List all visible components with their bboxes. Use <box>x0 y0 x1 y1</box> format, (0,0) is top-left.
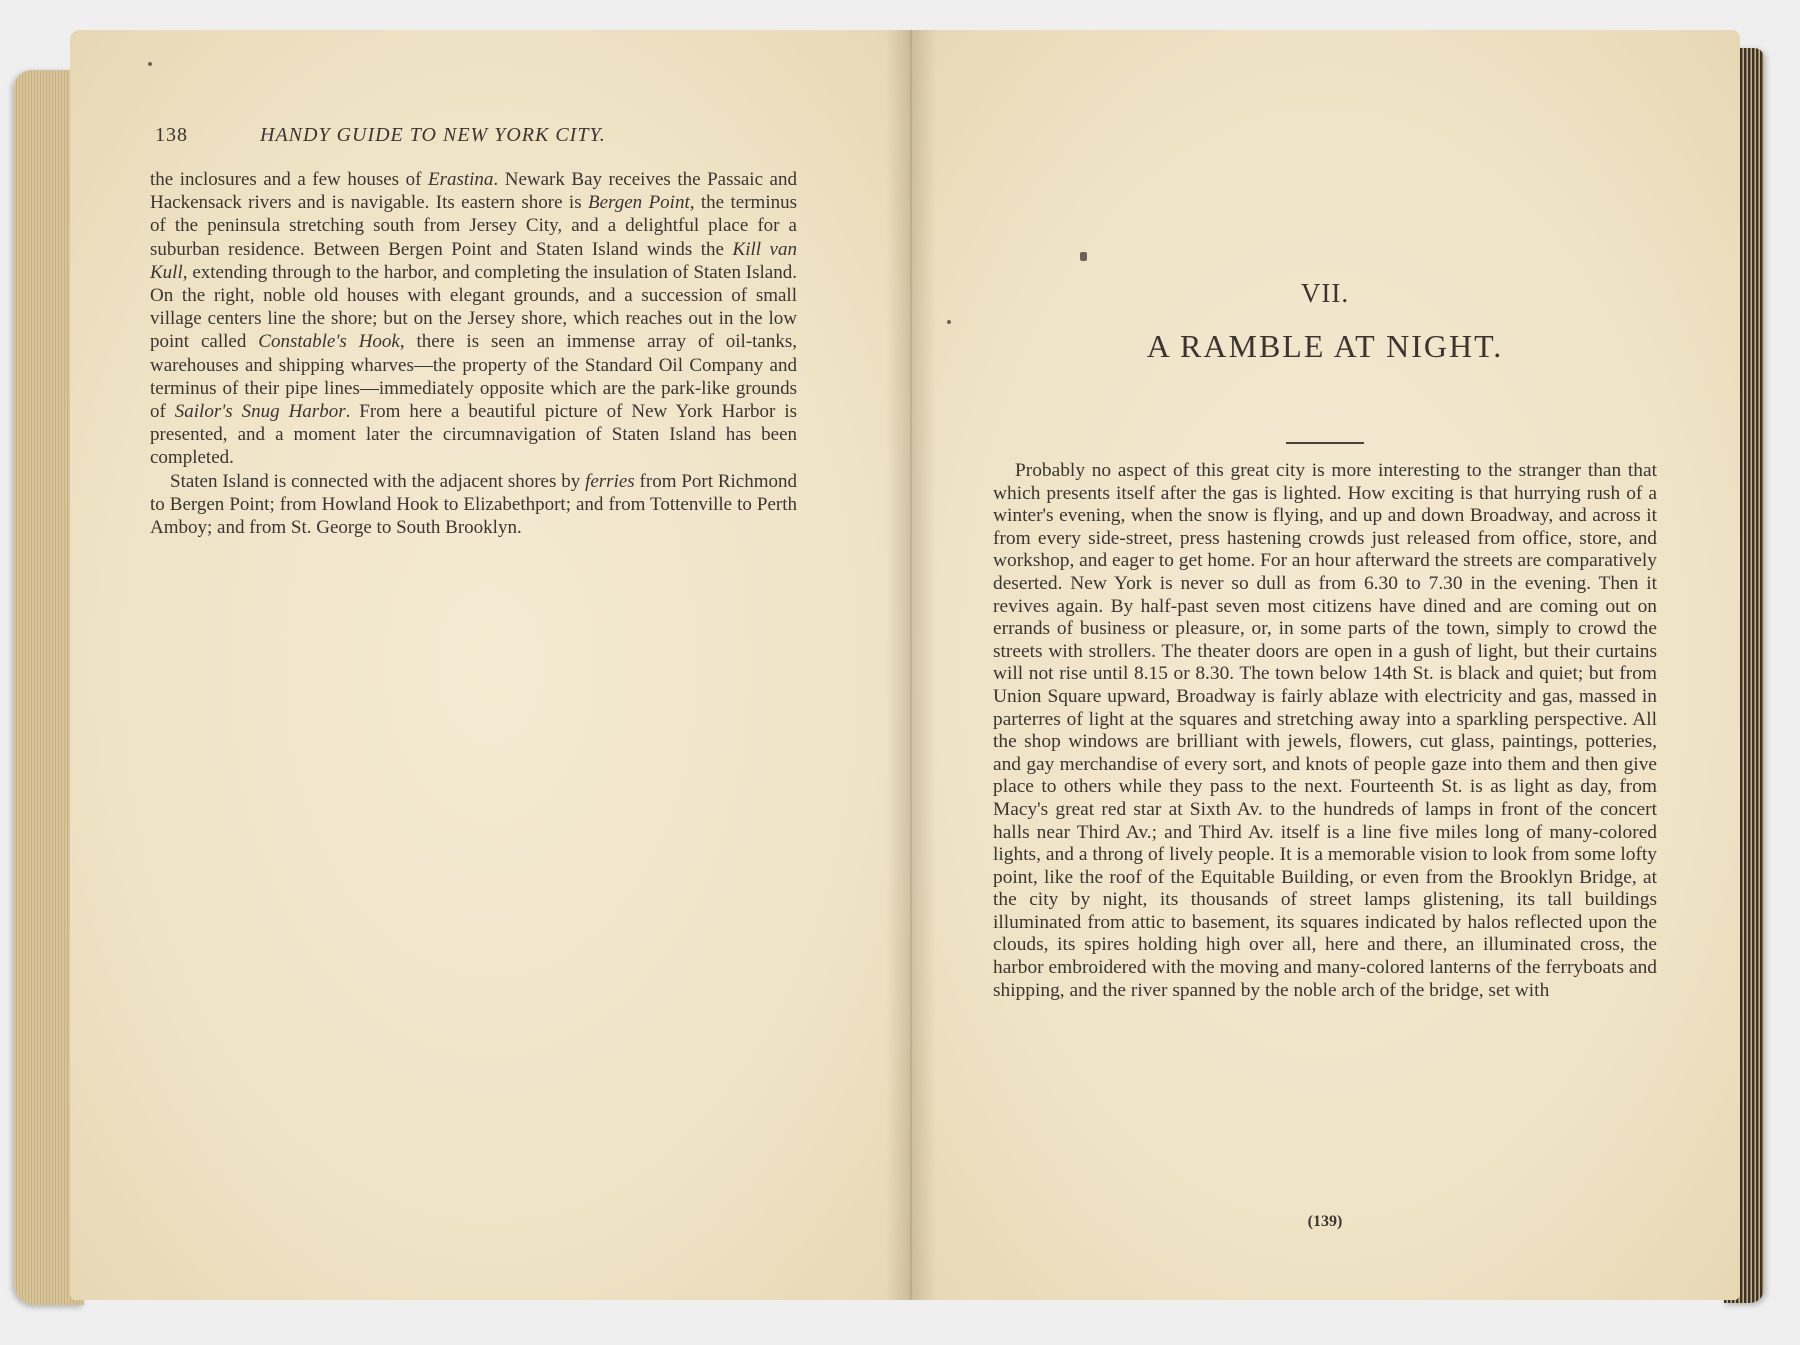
paragraph <box>150 470 797 540</box>
text-run: from Port Richmond to Bergen Point; from Howland Hook to Elizabethport; and from Tottenville to Perth Amboy; and from St. George to South Brooklyn. <box>150 470 797 539</box>
page-speck <box>947 320 951 324</box>
text-run: , the terminus of the peninsula stretching south from Jersey City, and a delightful place for a suburban residence. Between Bergen Point and Staten Island winds the <box>150 192 798 260</box>
page-speck <box>148 62 152 66</box>
book-gutter <box>886 30 936 1300</box>
italic-text: ferries <box>585 470 635 492</box>
left-page-body <box>150 168 797 539</box>
right-page <box>910 30 1740 1300</box>
page-speck <box>1080 252 1087 261</box>
text-run: Staten Island is connected with the adjacent shores by <box>170 470 586 492</box>
paragraph <box>993 460 1657 1002</box>
running-header <box>155 124 795 154</box>
italic-text: Kill van Kull <box>150 238 797 283</box>
right-page-body <box>993 460 1657 1002</box>
text-run: . From here a beautiful picture of New York Harbor is presented, and a moment later the circumnavigation of Staten Island has been completed. <box>150 401 797 469</box>
open-book <box>14 30 1764 1315</box>
paragraph <box>150 168 797 470</box>
italic-text: Sailor's Snug Harbor <box>174 401 346 423</box>
chapter-number: VII. <box>1300 278 1350 308</box>
italic-text: Erastina <box>427 169 494 190</box>
folio-page-number: (139) <box>1307 1213 1343 1230</box>
chapter-title: A RAMBLE AT NIGHT. <box>1146 328 1504 364</box>
text-run: Probably no aspect of this great city is more interesting to the stranger than that which presents itself after the gas is lighted. How exciting is that hurrying rush of a winter's evening, when the snow is flying, and up and down Broadway, and across it from every side-street, press hastening crowds just released from office, store, and workshop, and eager to get home. For an hour afterward the streets are comparatively deserted. New York is never so dull as from 6.30 to 7.30 in the evening. Then it revives again. By half-past seven most citizens have dined and are coming out on errands of business or pleasure, or, in some parts of the town, simply to crowd the streets with strollers. The theater doors are open in a gush of light, but their curtains will not rise until 8.15 or 8.30. The town below 14th St. is black and quiet; but from Union Square upward, Broadway is fairly ablaze with electricity and gas, massed in parterres of light at the squares and stretching away into a sparkling perspective. All the shop windows are brilliant with jewels, flowers, cut glass, paintings, potteries, and gay merchandise of every sort, and knots of people gaze into them and then give place to others while they pass to the next. Fourteenth St. is as light as day, from Macy's great red star at Sixth Av. to the hundreds of lamps in front of the concert halls near Third Av.; and Third Av. itself is a line five miles long of many-colored lights, and a throng of lively people. It is a memorable vision to look from some lofty point, like the roof of the Equitable Building, or even from the Brooklyn Bridge, at the city by night, its thousands of street lamps glistening, its tall buildings illuminated from attic to basement, its squares indicated by halos reflected upon the clouds, its spires holding high over all, here and there, an illuminated cross, the harbor embroidered with the moving and many-colored lanterns of the ferryboats and shipping, and the river spanned by the noble arch of the bridge, set with <box>993 460 1657 1001</box>
text-run: , there is seen an immense array of oil-tanks, warehouses and shipping wharves—the property of the Standard Oil Company and terminus of their pipe lines—immediately opposite which are the park-like grounds of <box>150 331 797 423</box>
text-run: , extending through to the harbor, and completing the insulation of Staten Island. On the right, noble old houses with elegant grounds, and a succession of small village centers line the shore; but on the Jersey shore, which reaches out in the low point called <box>150 261 797 353</box>
text-run: the inclosures and a few houses of <box>150 169 428 190</box>
chapter-rule <box>1286 442 1364 444</box>
text-run: . Newark Bay receives the Passaic and Hackensack rivers and is navigable. Its eastern shore is <box>150 169 797 214</box>
italic-text: Bergen Point <box>588 192 690 214</box>
left-page <box>70 30 910 1300</box>
page-number: 138 <box>155 124 188 146</box>
italic-text: Constable's Hook <box>258 331 400 353</box>
running-head-title: HANDY GUIDE TO NEW YORK CITY. <box>260 124 606 146</box>
